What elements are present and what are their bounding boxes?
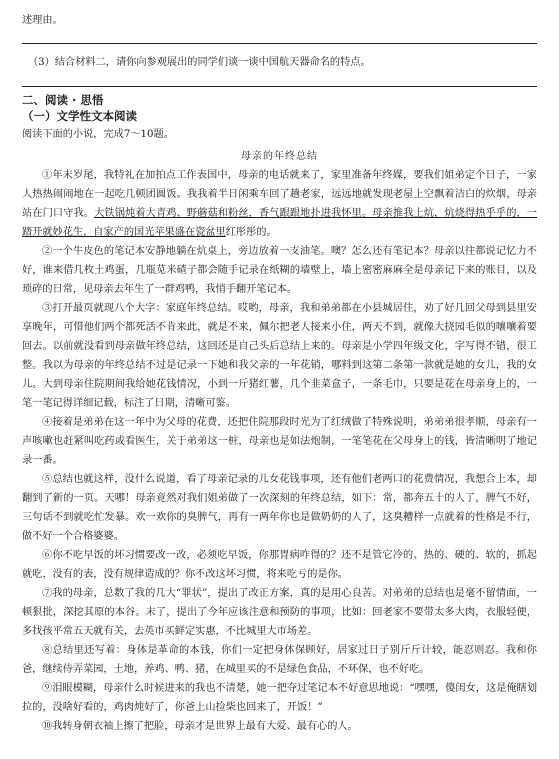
paragraph-5: ⑤总结也就这样，没什么说道，看了母亲记录的儿女花钱事项，还有他们老两口的花费情况，我想合上本，却翻到了新的一页。天哪！母亲竟然对我们姐弟做了一次深刻的年终总结，如下：常，都奔五十的人了，脾气不好，三句话不到就吃忙发暴。欢一欢你的臭脾气，再有一两年你也是做奶奶的人了，这臭糟样一点就着的性格是不行，做不好一个合格婆婆。 [22, 474, 537, 542]
paragraph-1-tail: 红彤彤的。 [225, 227, 277, 238]
paragraph-1-text: ①年末岁尾，我特礼在加拍点工作表国中，母亲的电话就来了，家里准备年终媒，要我们姐弟定个日子，一家人热热闹闹地在一起吃几顿团圆饭。我我着半日闲乘车回了趟老家，远远地就发现老屋上空飘着洁白的炊烟，母亲站在门口守我。 [22, 170, 537, 219]
divider-line [22, 43, 537, 44]
divider-line [22, 86, 537, 87]
question-3: （3）结合材料二，请你向参观展出的同学们谈一谈中国航天器命名的特点。 [28, 57, 371, 68]
paragraph-8: ⑧总结里还写着：身体是革命的本钱，你们一定把身体保顾好，居家过日子别斤斤计较，能忍则忍。我和你爸，继续侍弄菜园，土地，养鸡、鸭、猪，在城里买的不是绿色食品，不环保，也不好吃。 [22, 645, 537, 675]
paragraph-2: ②一个牛皮色的笔记本安静地躺在炕桌上，旁边放着一支油笔。噢？怎么还有笔记本？母亲以往都说记忆力不好，谁来借几枚土鸡蛋，几瓶苋米碴子都会随手记录在纸糊的墙壁上，墙上密密麻麻全是母亲记下来的账目，以及琐碎的日常，见母亲去年生了一群鸡鸭，我悄手翻开笔记本。 [22, 246, 537, 295]
reading-instruction: 阅读下面的小说，完成7～10题。 [22, 129, 174, 140]
section-subtitle: （一）文学性文本阅读 [22, 110, 137, 123]
paragraph-10: ⑩我转身朝衣袖上擦了把脸，母亲才是世界上最有大爱、最有心的人。 [42, 721, 358, 732]
story-title: 母亲的年终总结 [241, 151, 318, 162]
previous-question-tail: 述理由。 [22, 15, 63, 26]
story-body [22, 166, 537, 736]
paragraph-1 [22, 166, 537, 242]
paragraph-9: ⑨泪眼模糊，母亲什么时候进来的我也不清楚，她一把夺过笔记本不好意思地说：“嘿嘿，傻闺女，这是俺瞎划拉的，没啥好看的，鸡肉炖好了，你爸上山捡柴也回来了，开饭！” [22, 683, 537, 713]
paragraph-7: ⑦我的母亲，总数了我的几大“罪状”，提出了改正方案，真的是用心良苦。对弟弟的总结也是毫不留情面，一顿狠批，深挖其原的本谷。末了，提出了今年应该注意和预防的事项，比如：回老家不要带太多大肉，衣服轻便，多找孩平常五天就有关，去英市买鲜定实惠，不比城里大市场差。 [22, 588, 537, 637]
paragraph-6: ⑥你不吃早饭的坏习惯要改一改，必须吃早饭，你那胃病咋得的？还不是管它冷的、热的、硬的、软的，抓起就吃，没有的表，没有规律造成的？你不改这坏习惯，将来吃亏的是你。 [22, 550, 537, 580]
section-title: 二、阅读 · 思悟 [22, 94, 104, 107]
underlined-sentence: 大铁锅炖着大青鸡、野蘑菇和粉丝，香气跟跟地扑进我怀里。母亲推我上炕，炕烧得热乎乎的，一踏开就妙花生，自家产的国光苹果盛在瓷盆里 [22, 208, 538, 238]
paragraph-4: ④接着是弟弟在这一年中为父母的花费，还把住院那段时光为了红绒做了特殊说明，弟弟弟很孝顺，母亲有一声咳嗽也赶紧叫吃药或看医生，关于弟弟这一桩，母亲也是如法炮制，一笔笔花在父母身上的钱，皆清晰明了地记录一番。 [22, 417, 537, 466]
paragraph-3: ③打开最页就现八个大字：家庭年终总结。哎哟，母亲，我和弟弟都在小县城居住，劝了好几回父母到县里安享晚年，可惜他们两个都死活不肯来此，就是不来，佩尔把老人接来小住，两天不到，就像大挠园毛似的嚷嚷着要回去。以前就没看到母亲做年终总结，这回还是自己头后总结上来的。母亲是小学四年级文化，字写得不错，很工整。我以为母亲的年终总结不过是记录一下她和我父亲的一年花销，哪料到这第二条第一款就是她的女儿，我的女儿。大到母亲住院期间我给她花钱情况，小到一斤猪红薯，几个韭菜盒子，一条毛巾，只要是花在母亲身上的，一笔一笔记得详细记载，标注了日期，清晰可鉴。 [22, 303, 537, 409]
